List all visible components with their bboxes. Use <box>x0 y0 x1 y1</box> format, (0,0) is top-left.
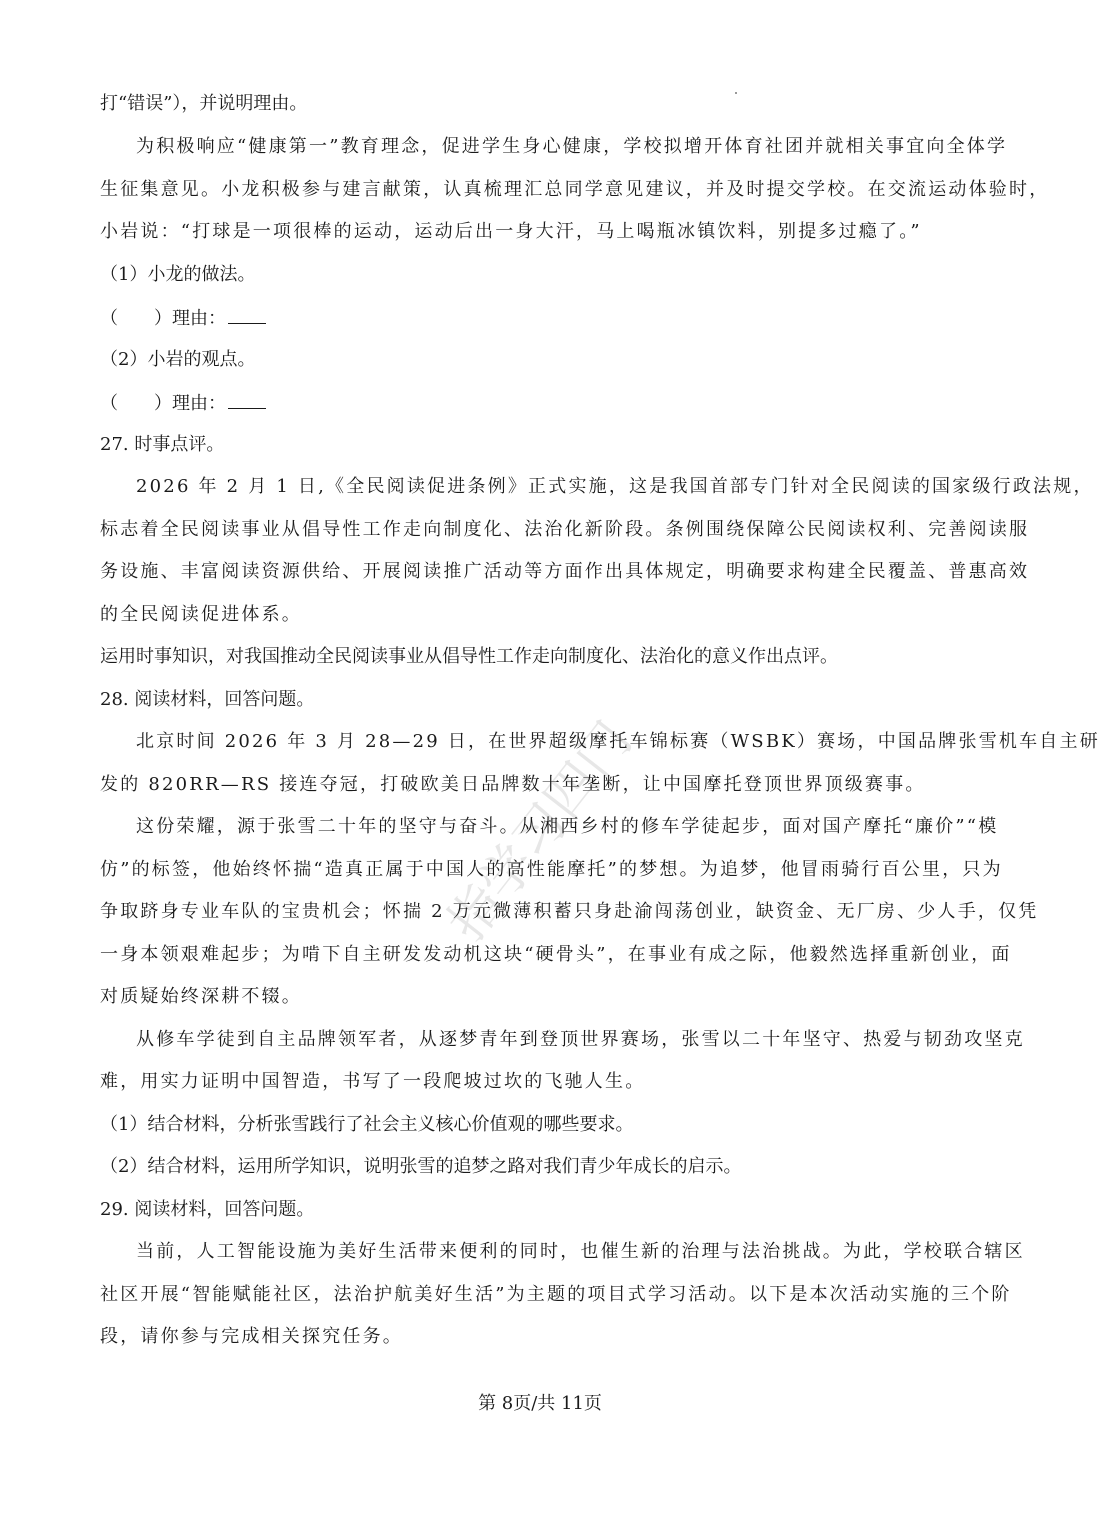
paragraph-line: 社区开展“智能赋能社区，法治护航美好生活”为主题的项目式学习活动。以下是本次活动实施的三个阶 <box>100 1284 1012 1305</box>
paragraph-line: 务设施、丰富阅读资源供给、开展阅读推广活动等方面作出具体规定，明确要求构建全民覆盖、普惠高效 <box>100 561 1030 582</box>
paragraph-line: 的全民阅读促进体系。 <box>100 604 302 625</box>
answer-prompt: （ ）理由： <box>100 393 226 414</box>
question-heading: 29. 阅读材料，回答问题。 <box>100 1199 315 1220</box>
answer-line <box>100 305 980 331</box>
paragraph-line: 一身本领艰难起步；为啃下自主研发发动机这块“硬骨头”，在事业有成之际，他毅然选择重新创业，面 <box>100 944 1012 965</box>
answer-line <box>100 390 980 416</box>
paragraph-line: 仿”的标签，他始终怀揣“造真正属于中国人的高性能摩托”的梦想。为追梦，他冒雨骑行百公里，只为 <box>100 859 1003 880</box>
paragraph-line: 从修车学徒到自主品牌领军者，从逐梦青年到登顶世界赛场，张雪以二十年坚守、热爱与韧劲攻坚克 <box>136 1029 1025 1050</box>
paragraph-line: 难，用实力证明中国智造，书写了一段爬坡过坎的飞驰人生。 <box>100 1071 646 1092</box>
answer-blank[interactable] <box>228 305 266 324</box>
paragraph-line: 发的 820RR—RS 接连夺冠，打破欧美日品牌数十年垄断，让中国摩托登顶世界顶级赛事。 <box>100 774 926 795</box>
paragraph-line: 北京时间 2026 年 3 月 28—29 日，在世界超级摩托车锦标赛（WSBK）赛场，中国品牌张雪机车自主研 <box>136 731 1100 752</box>
paragraph-line: 2026 年 2 月 1 日,《全民阅读促进条例》正式实施，这是我国首部专门针对全民阅读的国家级行政法规， <box>136 476 1094 497</box>
paragraph-line: 小岩说：“打球是一项很棒的运动，运动后出一身大汗，马上喝瓶冰镇饮料，别提多过瘾了。” <box>100 221 922 242</box>
paragraph-line: 为积极响应“健康第一”教育理念，促进学生身心健康，学校拟增开体育社团并就相关事宜向全体学 <box>136 136 1008 157</box>
watermark: 指学习四门 <box>436 710 645 953</box>
page-number: 第 8页/共 11页 <box>478 1393 602 1414</box>
question-prompt: 运用时事知识，对我国推动全民阅读事业从倡导性工作走向制度化、法治化的意义作出点评。 <box>100 646 838 667</box>
answer-prompt: （ ）理由： <box>100 308 226 329</box>
paragraph-line: 对质疑始终深耕不辍。 <box>100 986 302 1007</box>
paragraph-line: 争取跻身专业车队的宝贵机会；怀揣 2 万元微薄积蓄只身赴渝闯荡创业，缺资金、无厂房、少人手，仅凭 <box>100 901 1039 922</box>
paragraph-line: 当前，人工智能设施为美好生活带来便利的同时，也催生新的治理与法治挑战。为此，学校联合辖区 <box>136 1241 1025 1262</box>
sub-question: （2）小岩的观点。 <box>100 349 256 370</box>
answer-blank[interactable] <box>228 390 266 409</box>
paragraph-line: 生征集意见。小龙积极参与建言献策，认真梳理汇总同学意见建议，并及时提交学校。在交流运动体验时， <box>100 179 1050 200</box>
sub-question: （1）结合材料，分析张雪践行了社会主义核心价值观的哪些要求。 <box>100 1114 634 1135</box>
paragraph-line: 这份荣耀，源于张雪二十年的坚守与奋斗。从湘西乡村的修车学徒起步，面对国产摩托“廉价”“模 <box>136 816 999 837</box>
sub-question: （2）结合材料，运用所学知识，说明张雪的追梦之路对我们青少年成长的启示。 <box>100 1156 742 1177</box>
text-line: 打“错误”），并说明理由。 <box>100 93 308 114</box>
paragraph-line: 段，请你参与完成相关探究任务。 <box>100 1326 403 1347</box>
paragraph-line: 标志着全民阅读事业从倡导性工作走向制度化、法治化新阶段。条例围绕保障公民阅读权利、完善阅读服 <box>100 519 1030 540</box>
question-heading: 27. 时事点评。 <box>100 434 225 455</box>
sub-question: （1）小龙的做法。 <box>100 264 256 285</box>
question-heading: 28. 阅读材料，回答问题。 <box>100 689 315 710</box>
